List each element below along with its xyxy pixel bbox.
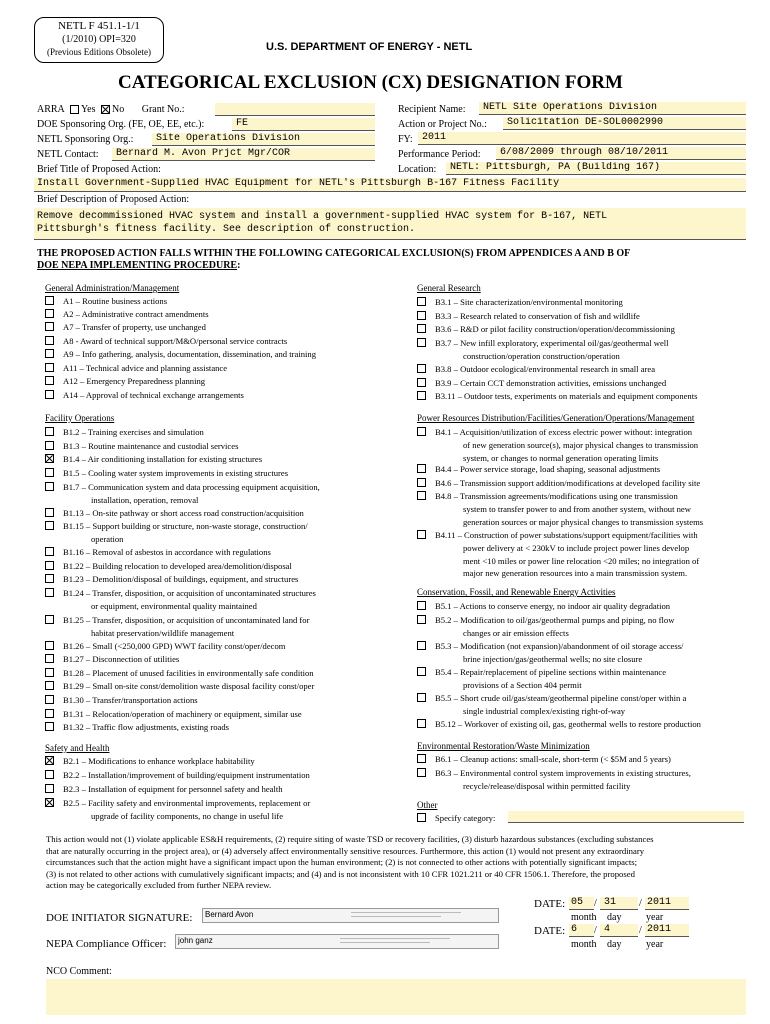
perf-label: Performance Period: [398, 149, 481, 160]
checkbox[interactable] [45, 349, 54, 358]
nco-comment-field[interactable] [46, 979, 746, 1015]
date1-day[interactable]: 31 [600, 897, 638, 910]
checkbox[interactable] [417, 719, 426, 728]
checkbox[interactable] [417, 391, 426, 400]
loc-label: Location: [398, 164, 437, 175]
checkbox[interactable] [417, 464, 426, 473]
proposed-heading: THE PROPOSED ACTION FALLS WITHIN THE FOLLOWING CATEGORICAL EXCLUSION(S) FROM APPENDICES A AND B OF DOE NEPA IMPLEMENTING PROCEDURE: [37, 248, 631, 271]
checkbox[interactable] [45, 508, 54, 517]
digital-signature-mark [351, 912, 461, 913]
checkbox[interactable] [417, 478, 426, 487]
checkbox[interactable] [417, 601, 426, 610]
checkbox-checked[interactable] [45, 798, 54, 807]
checkbox[interactable] [417, 615, 426, 624]
checkbox[interactable] [45, 309, 54, 318]
date2-year[interactable]: 2011 [645, 924, 689, 937]
checkbox[interactable] [417, 693, 426, 702]
checkbox[interactable] [417, 427, 426, 436]
checkbox[interactable] [45, 770, 54, 779]
recipient-label: Recipient Name: [398, 104, 466, 115]
date2-caption-month: month [571, 939, 597, 950]
arra-no-checkbox[interactable] [101, 105, 110, 114]
doe-org-field[interactable]: FE [232, 118, 375, 131]
netl-org-label: NETL Sponsoring Org.: [37, 134, 134, 145]
fy-field[interactable]: 2011 [418, 132, 746, 145]
date2-month[interactable]: 6 [569, 924, 594, 937]
section-general-admin: General Administration/Management [45, 283, 180, 293]
nepa-signature-field[interactable] [175, 934, 499, 949]
checkbox[interactable] [417, 378, 426, 387]
checkbox[interactable] [45, 322, 54, 331]
section-general-research: General Research [417, 283, 481, 293]
checkbox[interactable] [417, 364, 426, 373]
grant-number-field[interactable] [215, 103, 375, 116]
checkbox-checked[interactable] [45, 454, 54, 463]
nepa-officer-label: NEPA Compliance Officer: [46, 938, 167, 950]
section-other: Other [417, 800, 438, 810]
checkbox[interactable] [45, 641, 54, 650]
checkbox[interactable] [417, 754, 426, 763]
date-label-1: DATE: [534, 898, 566, 910]
section-safety: Safety and Health [45, 743, 110, 753]
doe-signature-name: Bernard Avon [205, 910, 254, 919]
checkbox[interactable] [45, 427, 54, 436]
section-conservation: Conservation, Fossil, and Renewable Energy Activities [417, 587, 616, 597]
checkbox[interactable] [45, 615, 54, 624]
checkbox[interactable] [45, 441, 54, 450]
checkbox[interactable] [417, 768, 426, 777]
checkbox[interactable] [417, 324, 426, 333]
checkbox[interactable] [45, 390, 54, 399]
checkbox-checked[interactable] [45, 756, 54, 765]
checkbox[interactable] [45, 363, 54, 372]
date2-day[interactable]: 4 [600, 924, 638, 937]
doe-signature-label: DOE INITIATOR SIGNATURE: [46, 912, 193, 924]
brief-desc-label: Brief Description of Proposed Action: [37, 194, 190, 205]
form-number: NETL F 451.1-1/1 [58, 20, 140, 32]
digital-signature-mark [351, 916, 441, 917]
checkbox[interactable] [45, 574, 54, 583]
checkbox[interactable] [417, 530, 426, 539]
brief-desc-field[interactable]: Remove decommissioned HVAC system and install a government-supplied HVAC system for B-167, NETL Pittsburgh's fitness facility. See description of construction. [34, 208, 746, 240]
checkbox[interactable] [417, 491, 426, 500]
action-label: Action or Project No.: [398, 119, 487, 130]
checkbox[interactable] [45, 468, 54, 477]
checkbox[interactable] [45, 588, 54, 597]
checkbox[interactable] [45, 547, 54, 556]
date2-caption-year: year [646, 939, 664, 950]
perf-field[interactable]: 6/08/2009 through 08/10/2011 [496, 147, 746, 160]
action-field[interactable]: Solicitation DE-SOL0002990 [503, 117, 746, 130]
date1-month[interactable]: 05 [569, 897, 594, 910]
section-facility: Facility Operations [45, 413, 115, 423]
form-prev-note: (Previous Editions Obsolete) [47, 47, 151, 57]
date1-caption-year: year [646, 912, 664, 923]
statement-text: This action would not (1) violate applicable ES&H requirements, (2) require siting of waste TSD or recovery facilities, (3) disturb hazardous substances (excluding substances that are naturally occurring in the project area), or (4) adversely affect environmentally sensitive resources. Furthermore, this action (1) would not present any extraordinary circumstances such that the action might have a significant impact upon the human environment; (2) is not connected to other actions with potentially significant impacts; (3) is not related to other actions with cumulatively significant impacts; and (4) and is not inconsistent with 10 CFR 1021.211 or 40 CFR 1506.1. Therefore, the proposed action may be categorically excluded from further NEPA review. [46, 834, 654, 890]
checkbox[interactable] [417, 338, 426, 347]
contact-field[interactable]: Bernard M. Avon Prjct Mgr/COR [112, 148, 375, 161]
specify-category-field[interactable] [508, 811, 744, 823]
loc-field[interactable]: NETL: Pittsburgh, PA (Building 167) [446, 162, 746, 175]
arra-row: ARRA Yes No Grant No.: [37, 104, 185, 115]
netl-org-field[interactable]: Site Operations Division [152, 133, 375, 146]
checkbox[interactable] [45, 336, 54, 345]
checkbox[interactable] [45, 521, 54, 530]
checkbox[interactable] [45, 681, 54, 690]
checkbox[interactable] [45, 784, 54, 793]
brief-title-label: Brief Title of Proposed Action: [37, 164, 161, 175]
form-date: (1/2010) OPI=320 [62, 34, 136, 45]
agency-name: U.S. DEPARTMENT OF ENERGY - NETL [266, 41, 473, 53]
checkbox[interactable] [45, 722, 54, 731]
checkbox[interactable] [45, 654, 54, 663]
checkbox[interactable] [45, 482, 54, 491]
checkbox[interactable] [417, 641, 426, 650]
checkbox[interactable] [45, 561, 54, 570]
checkbox[interactable] [417, 297, 426, 306]
brief-title-field[interactable]: Install Government-Supplied HVAC Equipment for NETL's Pittsburgh B-167 Fitness Facility [34, 178, 746, 192]
checkbox[interactable] [417, 667, 426, 676]
checkbox[interactable] [45, 695, 54, 704]
checkbox[interactable] [45, 668, 54, 677]
checkbox[interactable] [417, 311, 426, 320]
section-env: Environmental Restoration/Waste Minimization [417, 741, 590, 751]
contact-label: NETL Contact: [37, 149, 99, 160]
doe-signature-field[interactable] [202, 908, 499, 923]
nepa-signature-name: john ganz [178, 936, 213, 945]
date2-caption-day: day [607, 939, 622, 950]
doe-org-label: DOE Sponsoring Org. (FE, OE, EE, etc.): [37, 119, 205, 130]
checkbox[interactable] [45, 709, 54, 718]
date1-caption-day: day [607, 912, 622, 923]
checkbox[interactable] [417, 813, 426, 822]
nco-comment-label: NCO Comment: [46, 966, 112, 977]
digital-signature-mark [340, 942, 430, 943]
arra-yes-checkbox[interactable] [70, 105, 79, 114]
date1-caption-month: month [571, 912, 597, 923]
form-title: CATEGORICAL EXCLUSION (CX) DESIGNATION FORM [118, 72, 623, 93]
fy-label: FY: [398, 134, 413, 145]
date-label-2: DATE: [534, 925, 566, 937]
section-power: Power Resources Distribution/Facilities/Generation/Operations/Management [417, 413, 695, 423]
recipient-field[interactable]: NETL Site Operations Division [479, 102, 746, 115]
digital-signature-mark [340, 938, 450, 939]
checkbox[interactable] [45, 376, 54, 385]
date1-year[interactable]: 2011 [645, 897, 689, 910]
checkbox[interactable] [45, 296, 54, 305]
form-id-box [34, 17, 164, 63]
